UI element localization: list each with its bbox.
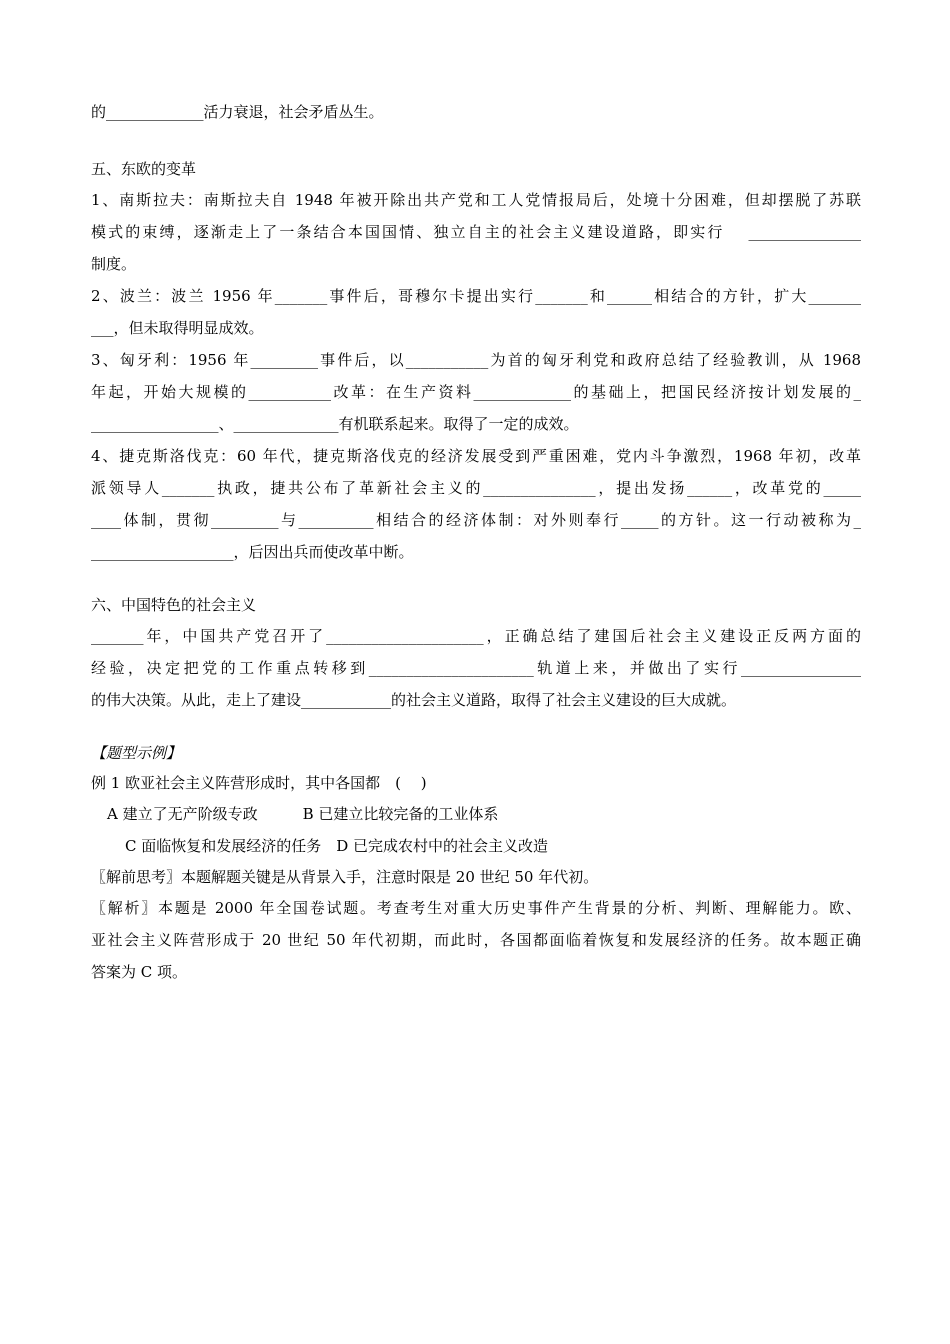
- section5-item-yugoslavia: [91, 184, 861, 280]
- example-options-cd: C 面临恢复和发展经济的任务 D 已完成农村中的社会主义改造: [125, 837, 549, 855]
- document-page: [91, 96, 861, 988]
- paragraph-line: _________________、______________有机联系起来。取得了一定的成效。: [91, 415, 579, 433]
- section5-item-poland: [91, 280, 861, 344]
- section6-body: [91, 620, 861, 716]
- paragraph-line: 经验，决定把党的工作重点转移到______________________轨道上来，并做出了实行________________: [91, 659, 861, 677]
- paragraph-line: ____体制，贯彻_________与__________相结合的经济体制：对外则奉行_____的方针。这一行动被称为_: [91, 511, 861, 529]
- examples-heading: 【题型示例】: [91, 744, 182, 762]
- paragraph-line: 年起，开始大规模的___________改革：在生产资料_____________的基础上，把国民经济按计划发展的_: [91, 383, 861, 401]
- paragraph-line: ___________________，后因出兵而使改革中断。: [91, 543, 414, 561]
- paragraph-line: 3、匈牙利：1956 年_________事件后，以___________为首的匈牙利党和政府总结了经验教训，从 1968: [91, 351, 861, 369]
- paragraph-line: 4、捷克斯洛伐克：60 年代，捷克斯洛伐克的经济发展受到严重困难，党内斗争激烈，1968 年初，改革: [91, 447, 861, 465]
- section6-heading: 六、中国特色的社会主义: [91, 596, 257, 614]
- section5-heading: 五、东欧的变革: [91, 160, 197, 178]
- example-analysis: [91, 892, 861, 988]
- paragraph-line: 模式的束缚，逐渐走上了一条结合本国国情、独立自主的社会主义建设道路，即实行 _______________: [91, 223, 861, 241]
- example-question: 例 1 欧亚社会主义阵营形成时，其中各国都 ( ): [91, 774, 427, 792]
- section5-item-hungary: [91, 344, 861, 440]
- paragraph-line: _______年，中国共产党召开了_____________________，正确总结了建国后社会主义建设正反两方面的: [91, 627, 861, 645]
- paragraph-line: 2、波兰：波兰 1956 年_______事件后，哥穆尔卡提出实行_______和______相结合的方针，扩大_______: [91, 287, 861, 305]
- paragraph-line: 制度。: [91, 255, 137, 273]
- example-options-ab: A 建立了无产阶级专政 B 已建立比较完备的工业体系: [107, 805, 499, 823]
- section5-item-czechoslovakia: [91, 440, 861, 568]
- paragraph-line: 亚社会主义阵营形成于 20 世纪 50 年代初期，而此时，各国都面临着恢复和发展经济的任务。故本题正确: [91, 931, 861, 949]
- paragraph-line: 〖解析〗本题是 2000 年全国卷试题。考查考生对重大历史事件产生背景的分析、判断、理解能力。欧、: [91, 899, 861, 917]
- example-think: 〖解前思考〗本题解题关键是从背景入手，注意时限是 20 世纪 50 年代初。: [91, 868, 599, 886]
- paragraph-line: ___，但未取得明显成效。: [91, 319, 264, 337]
- paragraph-line: 1、南斯拉夫：南斯拉夫自 1948 年被开除出共产党和工人党情报局后，处境十分困难，但却摆脱了苏联: [91, 191, 861, 209]
- paragraph-line: 派领导人_______执政，捷共公布了革新社会主义的_______________，提出发扬______，改革党的_____: [91, 479, 861, 497]
- paragraph-line: 的伟大决策。从此，走上了建设____________的社会主义道路，取得了社会主义建设的巨大成就。: [91, 691, 737, 709]
- intro-tail-line: 的_____________活力衰退，社会矛盾丛生。: [91, 103, 384, 121]
- paragraph-line: 答案为 C 项。: [91, 963, 188, 981]
